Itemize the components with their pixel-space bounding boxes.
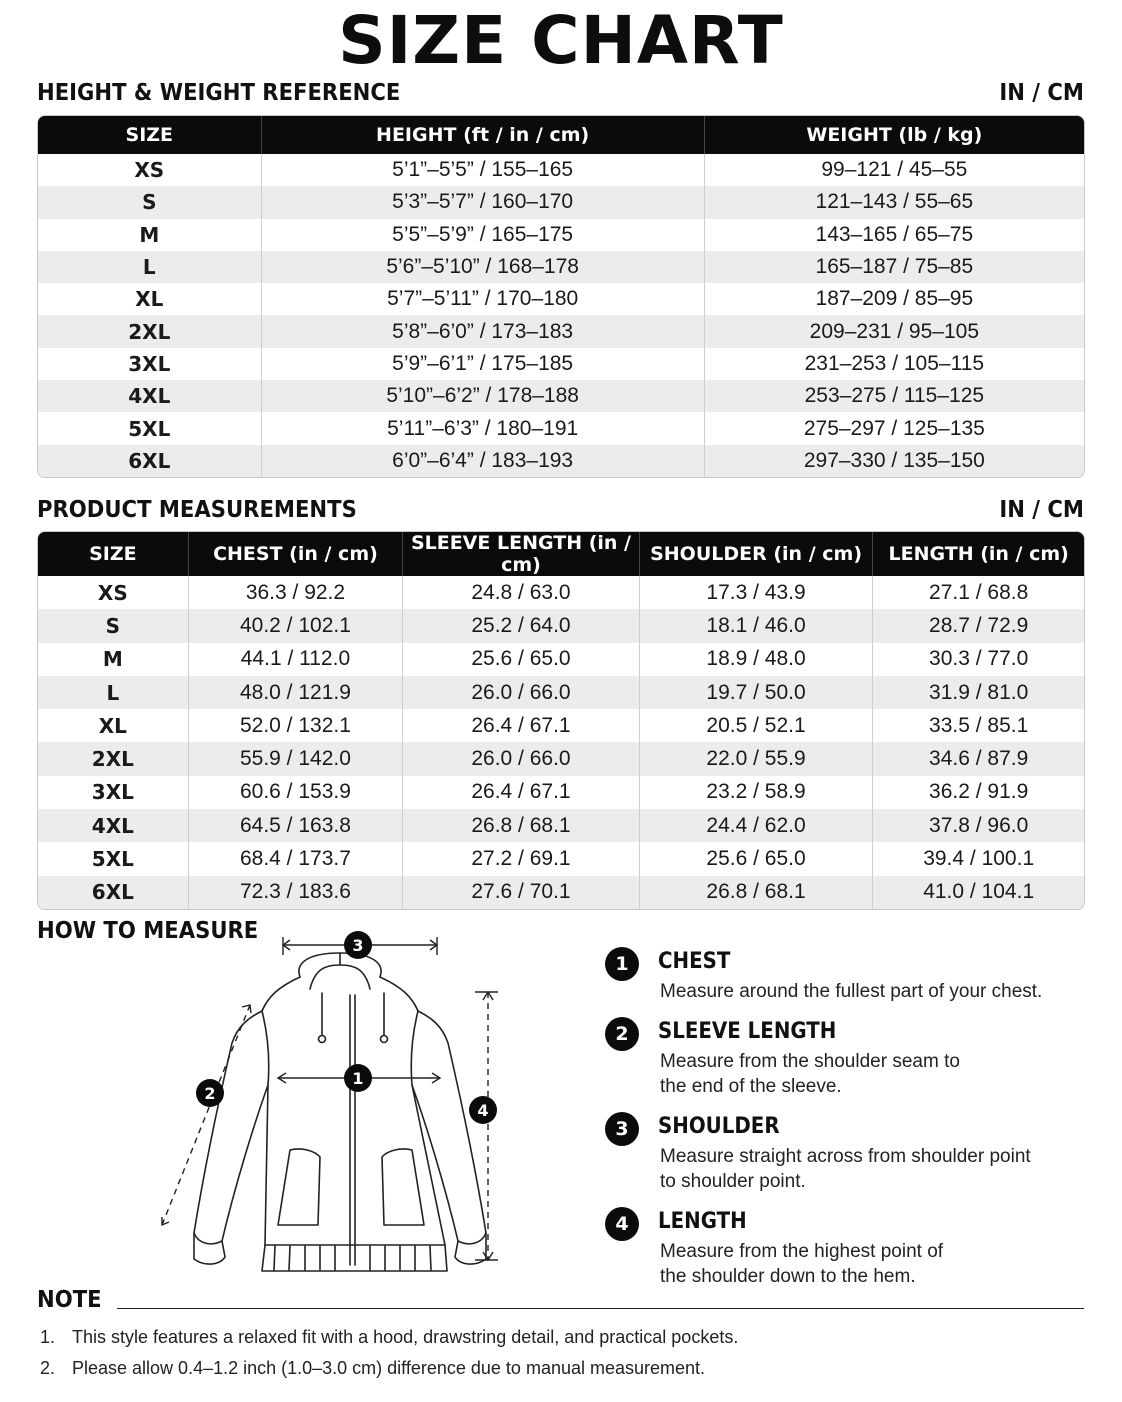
height-cell: 5’10”–6’2” / 178–188 (262, 380, 705, 412)
table-row (38, 283, 1084, 315)
step-number-badge: 2 (605, 1017, 639, 1051)
table-row (38, 576, 1084, 609)
chest-cell: 72.3 / 183.6 (189, 876, 404, 909)
weight-cell: 209–231 / 95–105 (705, 315, 1084, 347)
size-cell: L (38, 676, 189, 709)
note-number: 2. (40, 1358, 56, 1378)
size-cell: 6XL (38, 876, 189, 909)
column-header-size: SIZE (38, 116, 262, 154)
column-header-shoulder: SHOULDER (in / cm) (640, 532, 874, 576)
table-row (38, 251, 1084, 283)
chest-cell: 68.4 / 173.7 (189, 842, 404, 875)
table-header-row (38, 116, 1084, 154)
step-label: SHOULDER (658, 1114, 780, 1139)
weight-cell: 297–330 / 135–150 (705, 445, 1084, 477)
sleeve-length-cell: 26.0 / 66.0 (403, 676, 640, 709)
step-label: LENGTH (658, 1209, 747, 1234)
height-cell: 5’5”–5’9” / 165–175 (262, 219, 705, 251)
height-cell: 5’11”–6’3” / 180–191 (262, 412, 705, 444)
length-cell: 33.5 / 85.1 (873, 709, 1084, 742)
table-row (38, 609, 1084, 642)
height-cell: 5’8”–6’0” / 173–183 (262, 315, 705, 347)
size-cell: S (38, 609, 189, 642)
weight-cell: 253–275 / 115–125 (705, 380, 1084, 412)
chest-cell: 64.5 / 163.8 (189, 809, 404, 842)
chest-cell: 60.6 / 153.9 (189, 776, 404, 809)
size-cell: XL (38, 709, 189, 742)
note-item (40, 1327, 738, 1348)
column-header-height: HEIGHT (ft / in / cm) (262, 116, 705, 154)
table-row (38, 643, 1084, 676)
sleeve-length-cell: 26.4 / 67.1 (403, 776, 640, 809)
step-label: CHEST (658, 949, 731, 974)
note-number: 1. (40, 1327, 56, 1347)
table-row (38, 809, 1084, 842)
size-cell: 6XL (38, 445, 262, 477)
shoulder-cell: 17.3 / 43.9 (640, 576, 874, 609)
length-cell: 30.3 / 77.0 (873, 643, 1084, 676)
hoodie-jacket-outline-icon (150, 925, 530, 1285)
sleeve-length-cell: 25.2 / 64.0 (403, 609, 640, 642)
shoulder-cell: 18.1 / 46.0 (640, 609, 874, 642)
shoulder-cell: 26.8 / 68.1 (640, 876, 874, 909)
note-item (40, 1358, 705, 1379)
table-row (38, 876, 1084, 909)
size-cell: XL (38, 283, 262, 315)
shoulder-cell: 22.0 / 55.9 (640, 742, 874, 775)
product-measurements-table (37, 531, 1085, 910)
length-cell: 27.1 / 68.8 (873, 576, 1084, 609)
chest-cell: 36.3 / 92.2 (189, 576, 404, 609)
height-weight-unit: IN / CM (999, 80, 1084, 106)
shoulder-cell: 20.5 / 52.1 (640, 709, 874, 742)
step-description: Measure straight across from shoulder point to shoulder point. (660, 1146, 1031, 1192)
column-header-chest: CHEST (in / cm) (189, 532, 404, 576)
height-cell: 5’1”–5’5” / 155–165 (262, 154, 705, 186)
table-row (38, 315, 1084, 347)
note-text: This style features a relaxed fit with a hood, drawstring detail, and practical pockets. (72, 1327, 739, 1347)
weight-cell: 187–209 / 85–95 (705, 283, 1084, 315)
length-cell: 36.2 / 91.9 (873, 776, 1084, 809)
weight-cell: 143–165 / 65–75 (705, 219, 1084, 251)
shoulder-cell: 24.4 / 62.0 (640, 809, 874, 842)
height-cell: 5’6”–5’10” / 168–178 (262, 251, 705, 283)
size-cell: 2XL (38, 315, 262, 347)
table-row (38, 186, 1084, 218)
shoulder-cell: 23.2 / 58.9 (640, 776, 874, 809)
sleeve-length-cell: 26.0 / 66.0 (403, 742, 640, 775)
size-cell: XS (38, 154, 262, 186)
weight-cell: 275–297 / 125–135 (705, 412, 1084, 444)
size-cell: L (38, 251, 262, 283)
sleeve-length-cell: 25.6 / 65.0 (403, 643, 640, 676)
size-cell: 5XL (38, 412, 262, 444)
sleeve-length-cell: 26.4 / 67.1 (403, 709, 640, 742)
chest-cell: 55.9 / 142.0 (189, 742, 404, 775)
size-cell: M (38, 643, 189, 676)
length-cell: 41.0 / 104.1 (873, 876, 1084, 909)
step-description: Measure from the shoulder seam to the end of the sleeve. (660, 1051, 960, 1097)
size-cell: 4XL (38, 809, 189, 842)
product-unit: IN / CM (999, 497, 1084, 523)
table-row (38, 348, 1084, 380)
sleeve-length-cell: 27.6 / 70.1 (403, 876, 640, 909)
step-number-badge: 1 (605, 947, 639, 981)
height-cell: 5’7”–5’11” / 170–180 (262, 283, 705, 315)
svg-text:4: 4 (477, 1101, 489, 1120)
table-row (38, 776, 1084, 809)
sleeve-length-cell: 24.8 / 63.0 (403, 576, 640, 609)
chest-cell: 48.0 / 121.9 (189, 676, 404, 709)
svg-text:3: 3 (352, 936, 364, 955)
size-cell: S (38, 186, 262, 218)
column-header-length: LENGTH (in / cm) (873, 532, 1084, 576)
table-row (38, 380, 1084, 412)
length-cell: 37.8 / 96.0 (873, 809, 1084, 842)
how-to-measure-heading: HOW TO MEASURE (37, 918, 259, 944)
weight-cell: 99–121 / 45–55 (705, 154, 1084, 186)
size-cell: M (38, 219, 262, 251)
column-header-sleeve-length: SLEEVE LENGTH (in / cm) (403, 532, 640, 576)
chest-cell: 52.0 / 132.1 (189, 709, 404, 742)
table-row (38, 742, 1084, 775)
size-cell: XS (38, 576, 189, 609)
note-divider (117, 1308, 1084, 1309)
size-cell: 5XL (38, 842, 189, 875)
table-row (38, 219, 1084, 251)
column-header-weight: WEIGHT (lb / kg) (705, 116, 1084, 154)
size-cell: 4XL (38, 380, 262, 412)
step-description: Measure from the highest point of the shoulder down to the hem. (660, 1241, 944, 1287)
size-cell: 2XL (38, 742, 189, 775)
length-cell: 39.4 / 100.1 (873, 842, 1084, 875)
sleeve-length-cell: 27.2 / 69.1 (403, 842, 640, 875)
weight-cell: 165–187 / 75–85 (705, 251, 1084, 283)
height-weight-table (37, 115, 1085, 478)
chest-cell: 40.2 / 102.1 (189, 609, 404, 642)
page-title: SIZE CHART (338, 2, 784, 79)
step-label: SLEEVE LENGTH (658, 1019, 837, 1044)
length-cell: 31.9 / 81.0 (873, 676, 1084, 709)
weight-cell: 231–253 / 105–115 (705, 348, 1084, 380)
step-number-badge: 4 (605, 1207, 639, 1241)
svg-text:2: 2 (204, 1084, 216, 1103)
length-cell: 28.7 / 72.9 (873, 609, 1084, 642)
weight-cell: 121–143 / 55–65 (705, 186, 1084, 218)
product-heading: PRODUCT MEASUREMENTS (37, 497, 357, 523)
shoulder-cell: 18.9 / 48.0 (640, 643, 874, 676)
sleeve-length-cell: 26.8 / 68.1 (403, 809, 640, 842)
height-weight-heading: HEIGHT & WEIGHT REFERENCE (37, 80, 401, 106)
length-cell: 34.6 / 87.9 (873, 742, 1084, 775)
table-header-row (38, 532, 1084, 576)
column-header-size: SIZE (38, 532, 189, 576)
height-cell: 5’9”–6’1” / 175–185 (262, 348, 705, 380)
height-cell: 5’3”–5’7” / 160–170 (262, 186, 705, 218)
chest-cell: 44.1 / 112.0 (189, 643, 404, 676)
shoulder-cell: 25.6 / 65.0 (640, 842, 874, 875)
size-cell: 3XL (38, 776, 189, 809)
table-row (38, 445, 1084, 477)
note-heading: NOTE (37, 1287, 102, 1313)
table-row (38, 709, 1084, 742)
table-row (38, 412, 1084, 444)
height-cell: 6’0”–6’4” / 183–193 (262, 445, 705, 477)
table-row (38, 842, 1084, 875)
step-number-badge: 3 (605, 1112, 639, 1146)
svg-text:1: 1 (352, 1069, 364, 1088)
step-description: Measure around the fullest part of your chest. (660, 981, 1043, 1002)
note-text: Please allow 0.4–1.2 inch (1.0–3.0 cm) difference due to manual measurement. (72, 1358, 706, 1378)
size-cell: 3XL (38, 348, 262, 380)
table-row (38, 154, 1084, 186)
shoulder-cell: 19.7 / 50.0 (640, 676, 874, 709)
table-row (38, 676, 1084, 709)
